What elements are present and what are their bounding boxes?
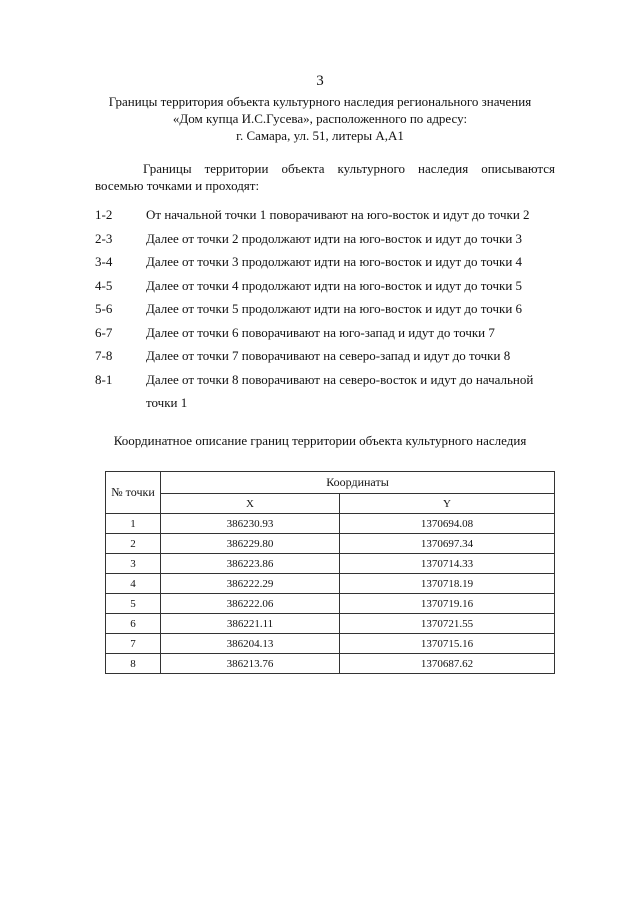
step-number: 2-3 [95,230,113,246]
boundary-step [95,300,565,324]
step-number: 5-6 [95,301,113,316]
step-number: 7-8 [95,348,113,363]
cell-y: 1370721.55 [340,614,555,634]
heading-line: Границы территория объекта культурного наследия регионального значения [108,94,532,109]
page-number: 3 [316,73,324,89]
intro-line: восемью точками и проходят: [95,178,260,193]
step-text: Далее от точки 8 поворачивают на северо-восток и идут до начальной [146,371,534,387]
step-number: 3-4 [95,254,113,269]
heading-line: «Дом купца И.С.Гусева», расположенного по адресу: [172,111,468,126]
table-row [106,534,555,554]
header-x: X [161,494,340,514]
table-header-row [106,494,555,514]
intro-paragraph [95,160,555,194]
boundary-step [95,253,565,277]
boundary-step [95,230,565,254]
cell-number: 1 [106,514,161,534]
cell-x: 386223.86 [161,554,340,574]
step-number: 4-5 [95,277,113,293]
cell-x: 386213.76 [161,654,340,674]
cell-y: 1370687.62 [340,654,555,674]
step-number: 1-2 [95,207,113,222]
cell-number: 3 [106,554,161,574]
step-text: Далее от точки 7 поворачивают на северо-запад и идут до точки 8 [146,348,511,363]
heading-line: г. Самара, ул. 51, литеры А,А1 [236,128,404,143]
cell-x: 386221.11 [161,614,340,634]
cell-number: 6 [106,614,161,634]
step-text: Далее от точки 2 продолжают идти на юго-восток и идут до точки 3 [146,230,523,246]
step-number: 8-1 [95,371,113,387]
coordinates-table [105,471,555,674]
cell-y: 1370714.33 [340,554,555,574]
table-row [106,594,555,614]
coordinates-title: Координатное описание границ территории объекта культурного наследия [113,433,527,448]
step-text: Далее от точки 4 продолжают идти на юго-восток и идут до точки 5 [146,277,523,293]
cell-x: 386229.80 [161,534,340,554]
table-row [106,514,555,534]
table-row [106,614,555,634]
cell-number: 7 [106,634,161,654]
cell-y: 1370697.34 [340,534,555,554]
cell-number: 4 [106,574,161,594]
boundary-step [95,347,565,371]
cell-y: 1370715.16 [340,634,555,654]
cell-y: 1370718.19 [340,574,555,594]
step-text: Далее от точки 6 поворачивают на юго-запад и идут до точки 7 [146,324,495,340]
step-text-continuation: точки 1 [146,395,188,410]
table-header-row [106,472,555,494]
cell-x: 386222.06 [161,594,340,614]
step-text: Далее от точки 5 продолжают идти на юго-восток и идут до точки 6 [146,301,523,316]
step-number: 6-7 [95,324,113,340]
cell-number: 5 [106,594,161,614]
step-text: Далее от точки 3 продолжают идти на юго-восток и идут до точки 4 [146,254,523,269]
boundary-step [95,324,565,348]
cell-y: 1370694.08 [340,514,555,534]
table-row [106,554,555,574]
header-y: Y [340,494,555,514]
cell-number: 8 [106,654,161,674]
cell-x: 386222.29 [161,574,340,594]
header-point-number: № точки [106,472,161,514]
table-row [106,634,555,654]
boundary-step [95,371,565,395]
boundary-step [95,206,565,230]
header-coordinates: Координаты [161,472,555,494]
cell-number: 2 [106,534,161,554]
boundary-step [95,277,565,301]
step-text: От начальной точки 1 поворачивают на юго-восток и идут до точки 2 [146,207,530,222]
table-row [106,574,555,594]
cell-y: 1370719.16 [340,594,555,614]
intro-line: Границы территории объекта культурного наследия описываются [143,161,555,176]
table-row [106,654,555,674]
boundary-steps-list [95,206,565,411]
document-heading [70,93,570,144]
cell-x: 386204.13 [161,634,340,654]
cell-x: 386230.93 [161,514,340,534]
